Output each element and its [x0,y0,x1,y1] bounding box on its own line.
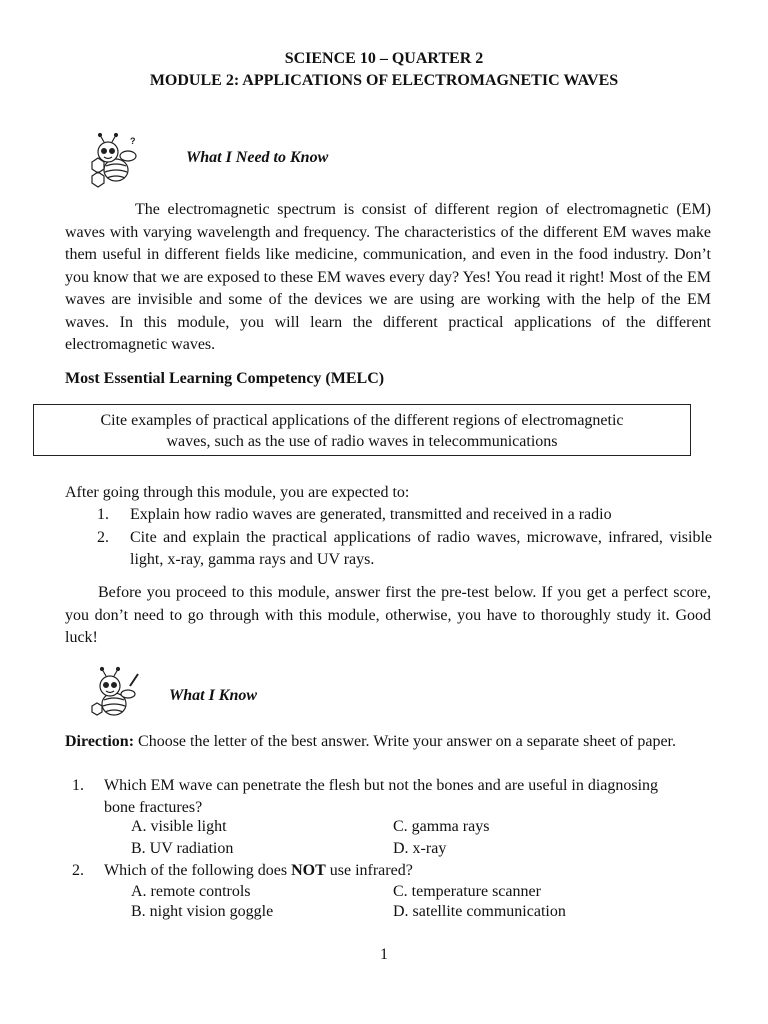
question-text [104,860,413,882]
module-title: MODULE 2: APPLICATIONS OF ELECTROMAGNETIC WAVES [149,72,619,89]
objective-item: Cite and explain the practical applications of radio waves, microwave, infrared, visible light, x-ray, gamma rays and UV rays. [130,529,712,568]
bee-mascot-icon [86,132,142,193]
answer-choice: B. UV radiation [131,840,234,857]
direction-text: Choose the letter of the best answer. Write your answer on a separate sheet of paper. [134,733,676,750]
answer-choice: D. satellite communication [393,903,566,920]
question-emphasis: NOT [291,862,326,879]
what-i-know-heading: What I Know [169,687,258,704]
answer-choice: A. visible light [131,818,227,835]
question-text-part: use infrared? [325,862,413,879]
question-number: 2. [72,862,84,879]
melc-heading: Most Essential Learning Competency (MELC) [65,370,385,387]
question-number: 1. [72,777,84,794]
answer-choice: D. x-ray [393,840,447,857]
bee-thinking-icon [86,132,142,188]
svg-text:?: ? [130,136,136,146]
objectives-intro: After going through this module, you are expected to: [65,484,410,501]
answer-choice: C. gamma rays [393,818,490,835]
bee-mascot-icon [86,666,142,727]
what-i-need-to-know-heading: What I Need to Know [186,149,329,166]
bee-writing-icon [86,666,142,722]
answer-choice: C. temperature scanner [393,883,541,900]
melc-box [33,404,691,456]
objective-number: 2. [97,529,109,546]
objective-number: 1. [97,506,109,523]
module-subject-title: SCIENCE 10 – QUARTER 2 [284,50,484,67]
objective-item: Explain how radio waves are generated, transmitted and received in a radio [130,506,612,523]
answer-choice: A. remote controls [131,883,251,900]
answer-choice: B. night vision goggle [131,903,274,920]
direction-label: Direction: [65,733,135,750]
question-text-part: Which of the following does [104,862,292,879]
question-text: Which EM wave can penetrate the flesh but not the bones and are useful in diagnosing bone fractures? [104,777,659,816]
direction-paragraph [65,731,711,754]
melc-line-2: waves, such as the use of radio waves in telecommunications [166,433,558,450]
pretest-note: Before you proceed to this module, answer first the pre-test below. If you get a perfect score, you don’t need to go through with this module, otherwise, you have to thoroughly study it. Good luck! [65,584,711,646]
page-number: 1 [380,946,388,963]
intro-paragraph: The electromagnetic spectrum is consist of different region of electromagnetic (EM) waves with varying wavelength and frequency. The characteristics of the different EM waves make them useful in different fields like medicine, communication, and even in the food industry. Don’t you know that we are exposed to these EM waves every day? Yes! You read it right! Most of the EM waves are invisible and some of the devices we are using are working with the help of the EM waves. In this module, you will learn the different practical applications of the different electromagnetic waves. [65,201,711,353]
melc-line-1: Cite examples of practical applications of the different regions of electromagnetic [100,412,624,429]
